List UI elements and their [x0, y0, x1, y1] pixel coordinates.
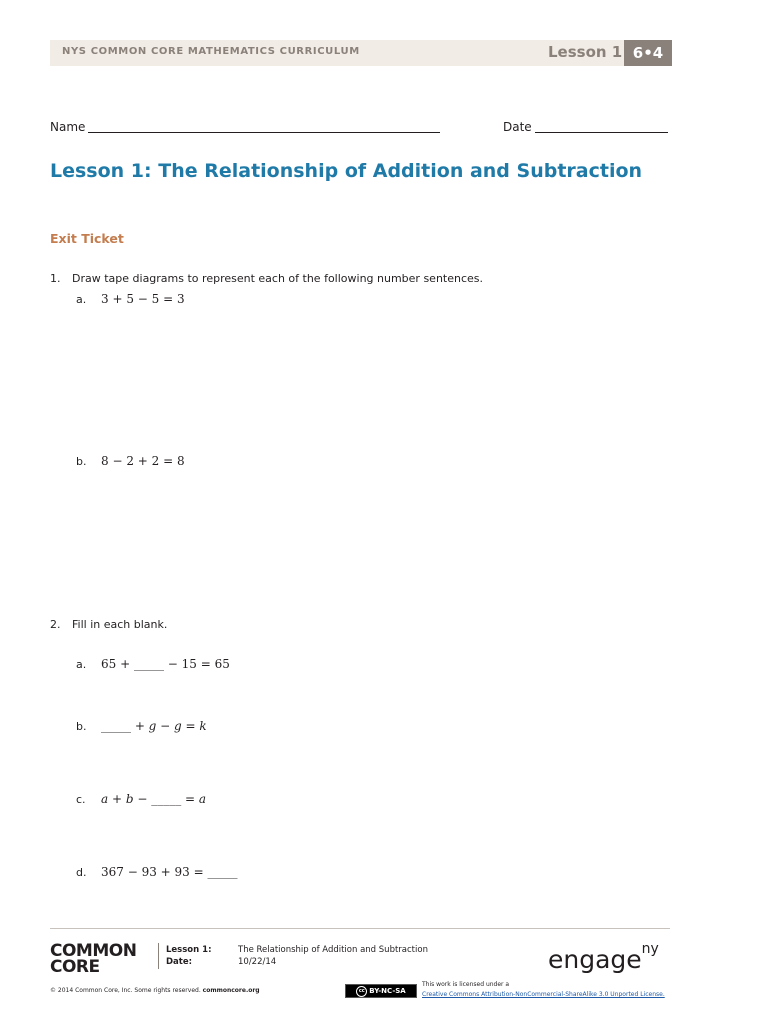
q1b-expression: 8 − 2 + 2 = 8: [101, 454, 185, 468]
header-lesson: Lesson 1: [548, 43, 623, 61]
q2a-expression[interactable]: 65 + _____ − 15 = 65: [101, 657, 230, 671]
footer-vertical-divider: [158, 943, 159, 969]
footer-date-value: 10/22/14: [238, 957, 277, 967]
lesson-title: Lesson 1: The Relationship of Addition and Subtraction: [50, 160, 643, 182]
license-intro: This work is licensed under a: [422, 981, 510, 988]
copyright-text: © 2014 Common Core, Inc. Some rights reserved.: [50, 987, 201, 994]
license-link[interactable]: Creative Commons Attribution-NonCommercial-ShareAlike 3.0 Unported License.: [422, 991, 665, 998]
q2a-letter: a.: [76, 658, 87, 671]
q1-prompt: Draw tape diagrams to represent each of the following number sentences.: [72, 272, 484, 285]
q1a-letter: a.: [76, 293, 87, 306]
cc-badge-text: BY-NC-SA: [369, 987, 406, 995]
footer-date-label: Date:: [166, 957, 193, 967]
footer-lesson-title: The Relationship of Addition and Subtraction: [238, 945, 428, 955]
q2c-letter: c.: [76, 793, 86, 806]
copyright-notice: [50, 987, 260, 994]
grade-module-badge: 6•4: [624, 40, 672, 66]
q1a-expression: 3 + 5 − 5 = 3: [101, 292, 185, 306]
q2d-letter: d.: [76, 866, 87, 879]
q2b-expression[interactable]: _____ + g − g = k: [101, 719, 207, 733]
q2-prompt: Fill in each blank.: [72, 618, 168, 631]
q2b-letter: b.: [76, 720, 87, 733]
engage-text: engage: [548, 945, 642, 974]
common-core-logo: [50, 943, 136, 975]
logo-line-1: COMMON: [50, 941, 137, 961]
date-field[interactable]: [535, 132, 668, 133]
q1-number: 1.: [50, 272, 61, 285]
q2-number: 2.: [50, 618, 61, 631]
creative-commons-badge[interactable]: [345, 984, 417, 998]
footer-divider: [50, 928, 670, 929]
copyright-site[interactable]: commoncore.org: [202, 987, 260, 994]
q1b-letter: b.: [76, 455, 87, 468]
q2c-expression[interactable]: a + b − _____ = a: [101, 792, 207, 806]
curriculum-title: NYS COMMON CORE MATHEMATICS CURRICULUM: [62, 46, 360, 57]
cc-icon: cc: [356, 986, 367, 997]
footer-lesson-label: Lesson 1:: [166, 945, 212, 955]
ny-text: ny: [641, 941, 659, 957]
date-label: Date: [503, 120, 532, 134]
q2d-expression[interactable]: 367 − 93 + 93 = _____: [101, 865, 238, 879]
exit-ticket-label: Exit Ticket: [50, 231, 124, 246]
name-field[interactable]: [88, 132, 440, 133]
logo-line-2: CORE: [50, 957, 100, 977]
engageny-logo: [548, 941, 659, 974]
name-label: Name: [50, 120, 86, 134]
